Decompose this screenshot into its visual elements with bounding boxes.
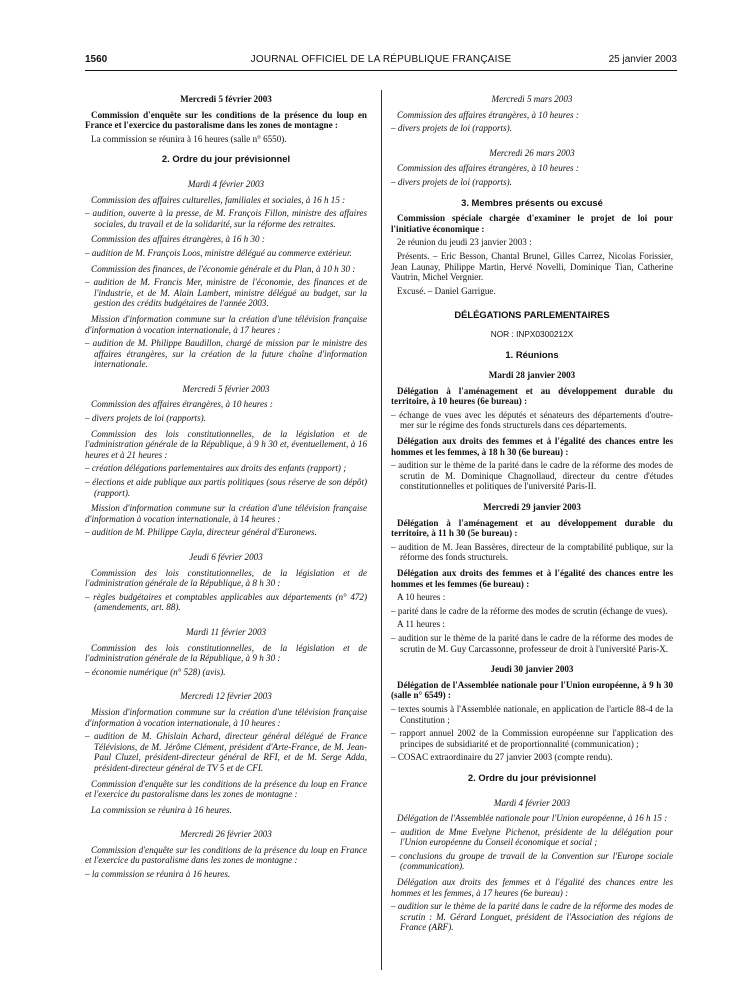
column-divider — [381, 90, 382, 970]
committee-entry: Commission des affaires étrangères, à 16 h 30 : — [91, 234, 265, 245]
committee-entry: Délégation de l'Assemblée nationale pour l'Union européenne, à 16 h 15 : — [397, 813, 668, 824]
agenda-item: – échange de vues avec les députés et sénateurs des départements d'outre-mer sur le régime des fonds structurels dans ces départements. — [391, 409, 673, 431]
agenda-item: – audition de M. Ghislain Achard, directeur général délégué de France Télévisions, de M. Jérôme Clément, président d'Arte-France, de M. Jean-Paul Cluzel, président-directeur général de RFI, et de M. Serge Adda, président-directeur général de TV 5 et de CFI. — [85, 731, 367, 773]
section-heading: 1. Réunions — [505, 348, 559, 360]
text-paragraph: La commission se réunira à 16 heures (salle n° 6550). — [91, 133, 287, 144]
nor-reference: NOR : INPX0300212X — [490, 328, 574, 339]
day-heading: Mercredi 5 février 2003 — [180, 94, 272, 104]
date-heading: Mercredi 5 mars 2003 — [491, 94, 573, 104]
agenda-item: – la commission se réunira à 16 heures. — [85, 869, 231, 880]
date-heading: Jeudi 6 février 2003 — [189, 552, 263, 562]
committee-entry: Commission des lois constitutionnelles, de la législation et de l'administration générale de la République, à 8 h 30 : — [85, 567, 367, 589]
agenda-item: – audition de Mme Evelyne Pichenot, présidente de la délégation pour l'Union européenne du Conseil économique et social ; — [391, 826, 673, 848]
agenda-item: – rapport annuel 2002 de la Commission européenne sur l'application des principes de subsidiarité et de proportionnalité (communication) ; — [391, 728, 673, 749]
committee-title: Délégation de l'Assemblée nationale pour l'Union européenne, à 9 h 30 (salle n° 6549) : — [391, 679, 673, 701]
agenda-item: – création délégations parlementaires aux droits des enfants (rapport) ; — [85, 463, 347, 474]
header-rule — [85, 70, 677, 71]
agenda-item: – économie numérique (n° 528) (avis). — [85, 666, 226, 677]
agenda-item: – textes soumis à l'Assemblée nationale, en application de l'article 88-4 de la Constitution ; — [391, 703, 673, 725]
text-paragraph: Présents. – Eric Besson, Chantal Brunel, Gilles Carrez, Nicolas Forissier, Jean Launay, Philippe Martin, Hervé Novelli, Dominique Tian, Catherine Vautrin, Michel Vergnier. — [391, 250, 673, 283]
date-heading: Mardi 4 février 2003 — [493, 797, 571, 808]
committee-entry: Mission d'information commune sur la création d'une télévision française d'information à vocation internationale, à 17 heures : — [85, 313, 367, 335]
date-heading: Mercredi 12 février 2003 — [180, 691, 272, 702]
section-heading: 3. Membres présents ou excusé — [461, 196, 603, 208]
committee-title: Commission spéciale chargée d'examiner le projet de loi pour l'initiative économique : — [391, 213, 673, 234]
agenda-item: – divers projets de loi (rapports). — [85, 413, 206, 424]
committee-title: Commission d'enquête sur les conditions de la présence du loup en France et l'exercice du pastoralisme dans les zones de montagne : — [85, 109, 367, 131]
page-header — [85, 54, 677, 70]
committee-entry: Commission d'enquête sur les conditions de la présence du loup en France et l'exercice du pastoralisme dans les zones de montagne : — [85, 778, 367, 800]
date-heading: Mercredi 26 février 2003 — [180, 829, 272, 840]
committee-entry: Commission des finances, de l'économie générale et du Plan, à 10 h 30 : — [91, 263, 356, 274]
section-heading: 2. Ordre du jour prévisionnel — [161, 153, 291, 165]
committee-entry: Mission d'information commune sur la création d'une télévision française d'information à vocation internationale, à 10 heures : — [85, 706, 367, 728]
text-paragraph: A 10 heures : — [397, 592, 446, 603]
agenda-item: – audition, ouverte à la presse, de M. François Fillon, ministre des affaires sociales, du travail et de la solidarité, sur la réforme des retraites. — [85, 208, 367, 229]
committee-entry: Commission des affaires étrangères, à 10 heures : — [397, 163, 579, 174]
date-heading: Mardi 11 février 2003 — [185, 626, 267, 637]
agenda-item: – audition sur le thème de la parité dans le cadre de la réforme des modes de scrutin de M. Dominique Chagnollaud, directeur du centre d'études constitutionnelles et politiques de l'université Paris-II. — [391, 460, 673, 492]
day-heading: Mardi 28 janvier 2003 — [488, 370, 576, 381]
text-paragraph: 2e réunion du jeudi 23 janvier 2003 : — [397, 237, 532, 248]
committee-entry: Commission des lois constitutionnelles, de la législation et de l'administration générale de la République, à 9 h 30 : — [85, 642, 367, 664]
part-heading: DÉLÉGATIONS PARLEMENTAIRES — [454, 309, 610, 321]
issue-date: 25 janvier 2003 — [608, 54, 677, 65]
date-heading: Mercredi 5 février 2003 — [182, 383, 270, 394]
section-heading: 2. Ordre du jour prévisionnel — [467, 771, 597, 783]
committee-entry: Commission d'enquête sur les conditions de la présence du loup en France et l'exercice du pastoralisme dans les zones de montagne : — [85, 844, 367, 866]
agenda-item: – audition sur le thème de la parité dans le cadre de la réforme des modes de scrutin de M. Guy Carcassonne, professeur de droit à l'université Paris-X. — [391, 632, 673, 654]
agenda-item: – audition de M. Francis Mer, ministre de l'économie, des finances et de l'industrie, et de M. Alain Lambert, ministre délégué au budget, sur la gestion des crédits budgétaires de l'année 2003. — [85, 277, 367, 309]
committee-entry: Mission d'information commune sur la création d'une télévision française d'information à vocation internationale, à 14 heures : — [85, 503, 367, 524]
agenda-item: – audition de M. Philippe Cayla, directeur général d'Euronews. — [85, 527, 317, 538]
committee-entry: Commission des affaires étrangères, à 10 heures : — [91, 399, 273, 410]
committee-title: Délégation à l'aménagement et au développement durable du territoire, à 11 h 30 (5e bureau) : — [391, 517, 673, 539]
agenda-item: – règles budgétaires et comptables applicables aux départements (n° 472) (amendements, art. 88). — [85, 591, 367, 613]
committee-entry: Commission des affaires culturelles, familiales et sociales, à 16 h 15 : — [91, 194, 346, 205]
agenda-item: – élections et aide publique aux partis politiques (sous réserve de son dépôt) (rapport). — [85, 477, 367, 498]
agenda-item: – audition de M. Jean Bassères, directeur de la comptabilité publique, sur la réforme des fonds structurels. — [391, 541, 673, 563]
agenda-item: – divers projets de loi (rapports). — [391, 176, 512, 187]
date-heading: Mercredi 26 mars 2003 — [489, 147, 575, 158]
committee-entry: Commission des affaires étrangères, à 10 heures : — [397, 109, 579, 120]
left-column — [85, 94, 367, 880]
committee-title: Délégation à l'aménagement et au développement durable du territoire, à 10 heures (6e bureau) : — [391, 385, 673, 407]
day-heading: Mercredi 29 janvier 2003 — [483, 502, 581, 513]
right-column — [391, 94, 673, 933]
agenda-item: – parité dans le cadre de la réforme des modes de scrutin (échange de vues). — [391, 605, 668, 616]
date-heading: Mardi 4 février 2003 — [187, 178, 265, 189]
agenda-item: – audition de M. François Loos, ministre délégué au commerce extérieur. — [85, 247, 352, 258]
agenda-item: – COSAC extraordinaire du 27 janvier 2003 (compte rendu). — [391, 752, 613, 763]
journal-title: JOURNAL OFFICIEL DE LA RÉPUBLIQUE FRANÇAISE — [250, 54, 512, 65]
text-paragraph: Excusé. – Daniel Garrigue. — [397, 285, 496, 296]
committee-entry: La commission se réunira à 16 heures. — [91, 804, 232, 815]
text-paragraph: A 11 heures : — [397, 619, 445, 630]
page-number: 1560 — [85, 54, 108, 65]
agenda-item: – audition de M. Philippe Baudillon, chargé de mission par le ministre des affaires étrangères, sur la création de la future chaîne d'information internationale. — [85, 338, 367, 370]
agenda-item: – divers projets de loi (rapports). — [391, 123, 512, 134]
day-heading: Jeudi 30 janvier 2003 — [490, 664, 574, 675]
committee-entry: Commission des lois constitutionnelles, de la législation et de l'administration générale de la République, à 9 h 30 et, éventuellement, à 16 heures et à 21 heures : — [85, 428, 367, 460]
committee-entry: Délégation aux droits des femmes et à l'égalité des chances entre les hommes et les femmes, à 17 heures (6e bureau) : — [391, 877, 673, 898]
committee-title: Délégation aux droits des femmes et à l'égalité des chances entre les hommes et les femmes (6e bureau) : — [391, 568, 673, 589]
committee-title: Délégation aux droits des femmes et à l'égalité des chances entre les hommes et les femmes, à 18 h 30 (6e bureau) : — [391, 436, 673, 457]
agenda-item: – conclusions du groupe de travail de la Convention sur l'Europe sociale (communication). — [391, 850, 673, 872]
agenda-item: – audition sur le thème de la parité dans le cadre de la réforme des modes de scrutin : M. Gérard Longuet, président de l'Association des régions de France (ARF). — [391, 901, 673, 933]
